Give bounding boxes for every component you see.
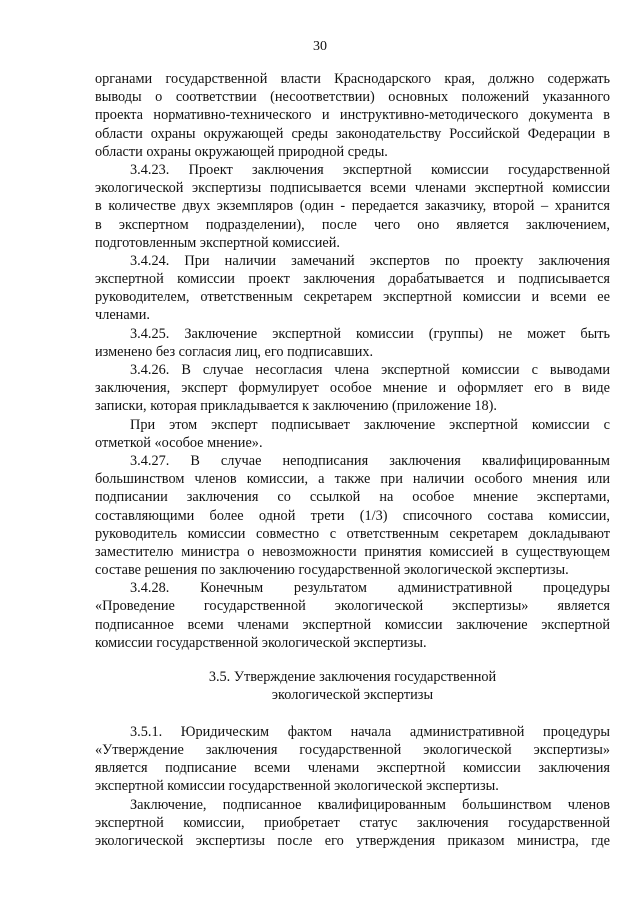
- heading-line: 3.5. Утверждение заключения государственной: [208, 669, 497, 685]
- heading-line: экологической экспертизы: [271, 687, 434, 704]
- text-line: органами государственной власти Краснодарского края, должно содержать: [95, 71, 610, 87]
- document-body: [95, 70, 610, 850]
- text-line: подготовленным экспертной комиссией.: [95, 234, 340, 251]
- text-line: в количестве двух экземпляров (один - передается заказчику, второй – хранится: [95, 198, 610, 215]
- text-line: записки, которая прикладывается к заключению (приложение 18).: [95, 398, 498, 415]
- text-line: составляющими более одной трети (1/3) списочного состава комиссии,: [95, 507, 610, 524]
- text-line: экологической экспертизы подписывается всеми членами экспертной комиссии: [95, 180, 610, 197]
- text-line: 3.4.26. В случае несогласия члена экспертной комиссии с выводами: [130, 362, 610, 378]
- page-number: 30: [313, 39, 327, 54]
- text-line: составе решения по заключению государственной экологической экспертизы.: [95, 562, 569, 579]
- text-line: заключения, эксперт формулирует особое мнение и оформляет его в виде: [95, 380, 610, 397]
- text-line: 3.4.25. Заключение экспертной комиссии (группы) не может быть: [130, 325, 610, 342]
- text-line: 3.4.28. Конечным результатом административной процедуры: [130, 580, 610, 597]
- text-line: членами.: [95, 307, 150, 324]
- text-line: подписанное всеми членами экспертной комиссии заключение экспертной: [95, 616, 610, 633]
- text-line: экологической экспертизы после его утверждения приказом министра, где: [95, 832, 610, 849]
- text-line: отметкой «особое мнение».: [95, 434, 263, 451]
- text-line: заместителю министра о невозможности принятия комиссией в существующем: [95, 543, 610, 560]
- text-line: экспертной комиссии, приобретает статус заключения государственной: [95, 814, 610, 831]
- text-line: руководитель комиссии совместно с ответственным секретарем докладывают: [95, 525, 610, 542]
- text-line: экспертной комиссии проект заключения дорабатывается и подписывается: [95, 271, 610, 288]
- text-line: является подписание всеми членами экспертной комиссии заключения: [95, 760, 610, 777]
- text-line: «Утверждение заключения государственной экологической экспертизы»: [95, 741, 610, 758]
- text-line: проекта нормативно-технического и инструктивно-методического документа в: [95, 107, 610, 124]
- text-line: в экспертном подразделении), после чего оно является заключением,: [95, 216, 610, 233]
- text-line: 3.4.27. В случае неподписания заключения квалифицированным: [130, 452, 610, 469]
- text-line: области охраны окружающей природной среды.: [95, 143, 388, 160]
- text-line: выводы о соответствии (несоответствии) основных положений указанного: [95, 89, 610, 106]
- text-line: большинством членов комиссии, а также при наличии особого мнения или: [95, 471, 610, 488]
- section-3-5-text: [95, 723, 610, 850]
- text-line: экспертной комиссии государственной экологической экспертизы.: [95, 778, 499, 795]
- section-3-4-text: [95, 70, 610, 652]
- text-line: «Проведение государственной экологической экспертизы» является: [95, 598, 610, 615]
- text-line: 3.4.23. Проект заключения экспертной комиссии государственной: [130, 161, 610, 178]
- text-line: 3.5.1. Юридическим фактом начала административной процедуры: [130, 723, 610, 740]
- text-line: Заключение, подписанное квалифицированным большинством членов: [130, 796, 610, 813]
- text-line: подписании заключения со ссылкой на особое мнение экспертами,: [95, 489, 610, 506]
- text-line: области охраны окружающей среды законодательству Российской Федерации в: [95, 125, 610, 142]
- section-heading: [95, 668, 610, 705]
- text-line: руководителем, ответственным секретарем экспертной комиссии и всеми ее: [95, 289, 610, 306]
- text-line: При этом эксперт подписывает заключение экспертной комиссии с: [130, 416, 610, 433]
- text-line: комиссии государственной экологической экспертизы.: [95, 634, 427, 651]
- text-line: изменено без согласия лиц, его подписавших.: [95, 343, 374, 360]
- text-line: 3.4.24. При наличии замечаний экспертов по проекту заключения: [130, 252, 610, 269]
